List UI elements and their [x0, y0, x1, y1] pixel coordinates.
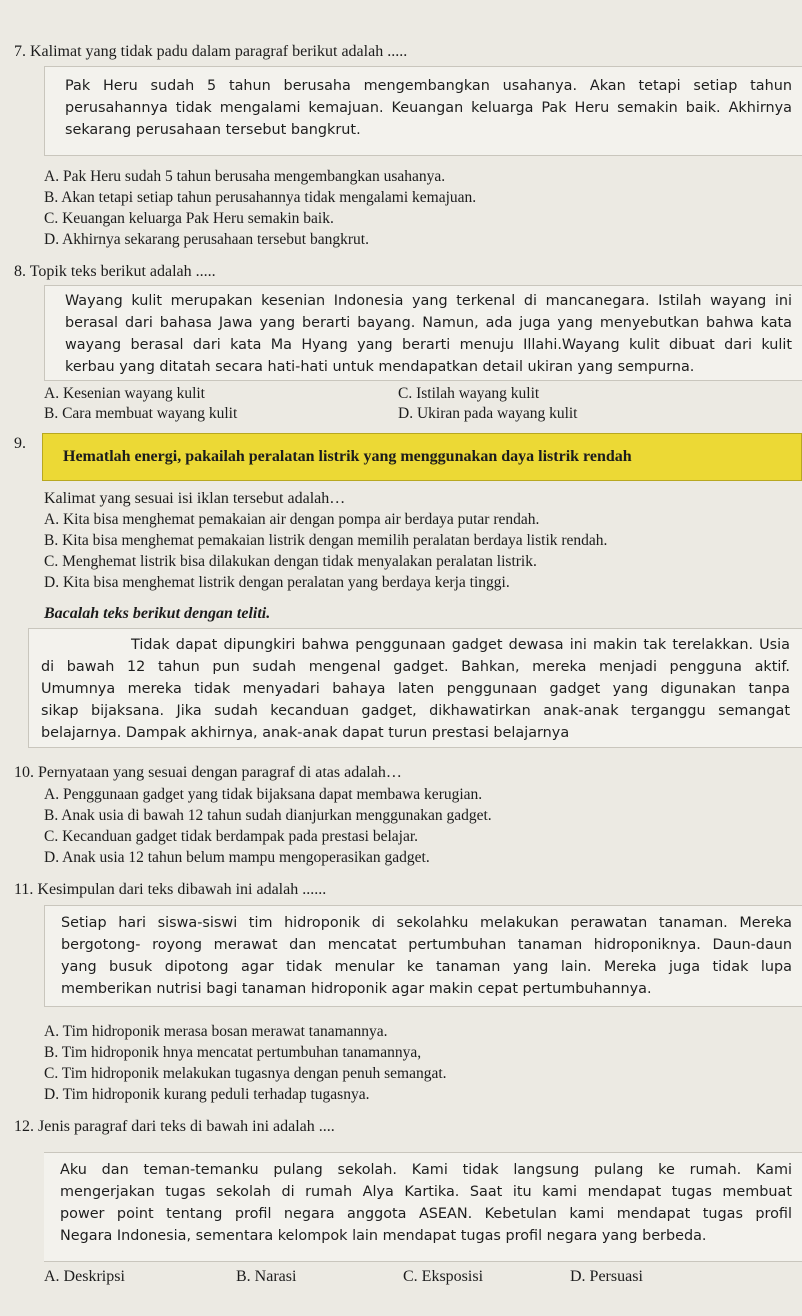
option-7c[interactable]: C. Keuangan keluarga Pak Heru semakin baik.: [44, 210, 334, 227]
option-8d[interactable]: D. Ukiran pada wayang kulit: [398, 405, 578, 422]
advertisement-banner: [42, 433, 802, 481]
option-7a[interactable]: A. Pak Heru sudah 5 tahun berusaha mengembangkan usahanya.: [44, 168, 446, 185]
option-12d[interactable]: D. Persuasi: [570, 1268, 643, 1285]
question-9: Kalimat yang sesuai isi iklan tersebut adalah…: [44, 490, 346, 507]
passage-line: Setiap hari siswa-siswi tim hidroponik di sekolahku melakukan perawatan tanaman. Mereka: [61, 915, 792, 931]
question-11: 11. Kesimpulan dari teks dibawah ini adalah ......: [14, 881, 327, 898]
passage-line: perusahannya tidak mengalami kemajuan. Keuangan keluarga Pak Heru semakin baik. Akhirnya: [65, 100, 792, 116]
option-9c[interactable]: C. Menghemat listrik bisa dilakukan dengan tidak menyalakan peralatan listrik.: [44, 553, 537, 570]
passage-line: kerbau yang ditatah secara hati-hati untuk mendapatkan detail ukiran yang sempurna.: [65, 359, 695, 375]
option-9d[interactable]: D. Kita bisa menghemat listrik dengan peralatan yang berdaya kerja tinggi.: [44, 574, 510, 591]
passage-line: berasal dari bahasa Jawa yang berarti bayang. Namun, ada juga yang menyebutkan bahwa kata: [65, 315, 792, 331]
option-8c[interactable]: C. Istilah wayang kulit: [398, 385, 540, 402]
option-7b[interactable]: B. Akan tetapi setiap tahun perusahannya tidak mengalami kemajuan.: [44, 189, 477, 206]
passage-line: Pak Heru sudah 5 tahun berusaha mengembangkan usahanya. Akan tetapi setiap tahun: [65, 78, 792, 94]
passage-line: belajarnya. Dampak akhirnya, anak-anak dapat turun prestasi belajarnya: [41, 725, 570, 741]
option-10b[interactable]: B. Anak usia di bawah 12 tahun sudah dianjurkan menggunakan gadget.: [44, 807, 492, 824]
option-12b[interactable]: B. Narasi: [236, 1268, 297, 1285]
passage-line: di bawah 12 tahun pun sudah mengenal gadget. Bahkan, mereka menjadi pengguna aktif.: [41, 659, 790, 675]
question-7: 7. Kalimat yang tidak padu dalam paragraf berikut adalah .....: [14, 43, 408, 60]
passage-box-8: [44, 285, 802, 381]
option-11b[interactable]: B. Tim hidroponik hnya mencatat pertumbuhan tanamannya,: [44, 1044, 422, 1061]
passage-line: Negara Indonesia, sementara kelompok lain mendapat tugas profil negara yang berbeda.: [60, 1228, 707, 1244]
option-11a[interactable]: A. Tim hidroponik merasa bosan merawat tanamannya.: [44, 1023, 388, 1040]
option-11d[interactable]: D. Tim hidroponik kurang peduli terhadap tugasnya.: [44, 1086, 370, 1103]
option-11c[interactable]: C. Tim hidroponik melakukan tugasnya dengan penuh semangat.: [44, 1065, 447, 1082]
question-8: 8. Topik teks berikut adalah .....: [14, 263, 216, 280]
option-12a[interactable]: A. Deskripsi: [44, 1268, 125, 1285]
option-12c[interactable]: C. Eksposisi: [403, 1268, 484, 1285]
passage-line: bergotong- royong merawat dan mencatat pertumbuhan tanaman hidroponiknya. Daun-daun: [61, 937, 792, 953]
passage-line: memberikan nutrisi bagi tanaman hidroponik agar makin cepat pertumbuhannya.: [61, 981, 652, 997]
passage-line: sikap bijaksana. Jika sudah kecanduan gadget, dikhawatirkan anak-anak terganggu semangat: [41, 703, 790, 719]
passage-line: power point tentang profil negara anggota ASEAN. Kebetulan kami mendapat tugas profil: [60, 1206, 792, 1222]
option-8a[interactable]: A. Kesenian wayang kulit: [44, 385, 205, 402]
passage-box-gadget: [28, 628, 802, 748]
passage-box-7: [44, 66, 802, 156]
question-9-number: 9.: [14, 435, 26, 452]
passage-line: wayang berasal dari kata Ma Hyang yang berarti menuju Illahi.Wayang kulit dibuat dari kulit: [65, 337, 792, 353]
section-heading: Bacalah teks berikut dengan teliti.: [44, 605, 271, 622]
option-8b[interactable]: B. Cara membuat wayang kulit: [44, 405, 238, 422]
option-10d[interactable]: D. Anak usia 12 tahun belum mampu mengoperasikan gadget.: [44, 849, 430, 866]
advertisement-text: Hematlah energi, pakailah peralatan listrik yang menggunakan daya listrik rendah: [63, 448, 632, 465]
question-12: 12. Jenis paragraf dari teks di bawah ini adalah ....: [14, 1118, 335, 1135]
option-10c[interactable]: C. Kecanduan gadget tidak berdampak pada prestasi belajar.: [44, 828, 419, 845]
passage-line: Aku dan teman-temanku pulang sekolah. Kami tidak langsung pulang ke rumah. Kami: [60, 1162, 792, 1178]
option-7d[interactable]: D. Akhirnya sekarang perusahaan tersebut bangkrut.: [44, 231, 369, 248]
passage-box-12: [44, 1152, 802, 1262]
passage-line: Umumnya mereka tidak menyadari bahaya laten penggunaan gadget yang digunakan tanpa: [41, 681, 790, 697]
passage-line: mengerjakan tugas sekolah di rumah Alya Kartika. Saat itu kami mendapat tugas membuat: [60, 1184, 792, 1200]
option-9a[interactable]: A. Kita bisa menghemat pemakaian air dengan pompa air berdaya putar rendah.: [44, 511, 540, 528]
option-9b[interactable]: B. Kita bisa menghemat pemakaian listrik dengan memilih peralatan berdaya listik rendah.: [44, 532, 608, 549]
question-10: 10. Pernyataan yang sesuai dengan paragraf di atas adalah…: [14, 764, 402, 781]
passage-box-11: [44, 905, 802, 1007]
passage-line: yang busuk dipotong agar tidak menular ke tanaman yang lain. Mereka juga tidak lupa: [61, 959, 792, 975]
passage-line: sekarang perusahaan tersebut bangkrut.: [65, 122, 361, 138]
passage-line: Tidak dapat dipungkiri bahwa penggunaan gadget dewasa ini makin tak terelakkan. Usia: [131, 637, 790, 653]
option-10a[interactable]: A. Penggunaan gadget yang tidak bijaksana dapat membawa kerugian.: [44, 786, 483, 803]
passage-line: Wayang kulit merupakan kesenian Indonesia yang terkenal di mancanegara. Istilah wayang ini: [65, 293, 792, 309]
